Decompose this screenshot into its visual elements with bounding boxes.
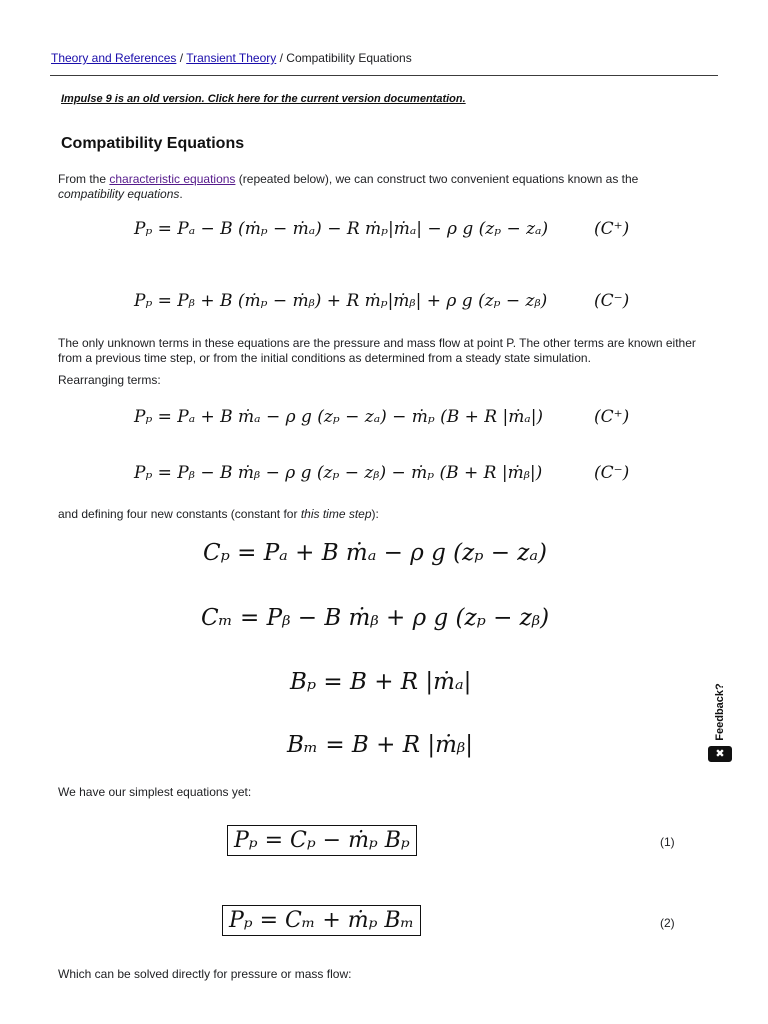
boxed-equation-1: Pₚ = Cₚ − ṁₚ Bₚ (227, 825, 417, 856)
solved-paragraph: Which can be solved directly for pressure or mass flow: (58, 967, 352, 981)
header-divider (50, 75, 718, 76)
breadcrumb-link-theory-and-references[interactable]: Theory and References (51, 51, 177, 65)
equation-number-2: (2) (660, 916, 675, 930)
feedback-tab[interactable] (706, 676, 734, 766)
page-title: Compatibility Equations (61, 135, 245, 152)
breadcrumb-current: Compatibility Equations (286, 51, 412, 65)
equation-number-1: (1) (660, 835, 675, 849)
equation-rearranged-c-minus: Pₚ = Pᵦ − B ṁᵦ − ρ g (zₚ − zᵦ) − ṁₚ (B + R |ṁᵦ|) (134, 463, 543, 483)
breadcrumb (51, 50, 412, 66)
equation-tag-c-plus: (C⁺) (594, 219, 630, 239)
old-version-notice-link[interactable]: Impulse 9 is an old version. Click here for the current version documentation. (61, 93, 466, 105)
breadcrumb-separator: / (179, 51, 184, 65)
boxed-equation-2: Pₚ = Cₘ + ṁₚ Bₘ (222, 905, 421, 936)
constant-cp-equation: Cₚ = Pₐ + B ṁₐ − ρ g (zₚ − zₐ) (203, 540, 548, 566)
defining-constants-paragraph (58, 507, 698, 522)
defining-text-end: ): (371, 507, 379, 521)
constant-cm-equation: Cₘ = Pᵦ − B ṁᵦ + ρ g (zₚ − zᵦ) (201, 605, 550, 631)
equation-c-minus: Pₚ = Pᵦ + B (ṁₚ − ṁᵦ) + R ṁₚ|ṁᵦ| + ρ g (zₚ − zᵦ) (134, 291, 548, 311)
breadcrumb-link-transient-theory[interactable]: Transient Theory (186, 51, 277, 65)
intro-paragraph (58, 172, 698, 202)
intro-text-continued: (repeated below), we can construct two convenient equations known as the (235, 172, 639, 186)
equation-rearranged-tag-c-minus: (C⁻) (594, 463, 630, 483)
constant-bp-equation: Bₚ = B + R |ṁₐ| (290, 669, 472, 695)
intro-text: From the (58, 172, 110, 186)
equation-c-plus: Pₚ = Pₐ − B (ṁₚ − ṁₐ) − R ṁₚ|ṁₐ| − ρ g (zₚ − zₐ) (134, 219, 549, 239)
equation-rearranged-tag-c-plus: (C⁺) (594, 407, 630, 427)
equation-tag-c-minus: (C⁻) (594, 291, 630, 311)
simplest-equations-paragraph: We have our simplest equations yet: (58, 785, 252, 799)
intro-period: . (179, 187, 183, 201)
feedback-label: Feedback? (714, 683, 726, 741)
defining-emphasis: this time step (300, 507, 372, 521)
feedback-close-icon[interactable]: ✖ (708, 746, 732, 762)
characteristic-equations-link[interactable]: characteristic equations (109, 172, 236, 186)
constant-bm-equation: Bₘ = B + R |ṁᵦ| (287, 732, 473, 758)
defining-text: and defining four new constants (constant for (58, 507, 301, 521)
intro-emphasis: compatibility equations (58, 187, 180, 201)
equation-rearranged-c-plus: Pₚ = Pₐ + B ṁₐ − ρ g (zₚ − zₐ) − ṁₚ (B + R |ṁₐ|) (134, 407, 544, 427)
rearranging-paragraph: Rearranging terms: (58, 373, 161, 387)
unknowns-paragraph: The only unknown terms in these equations are the pressure and mass flow at point P. The other terms are known either from a previous time step, or from the initial conditions as determined from a steady state simulation. (58, 336, 696, 365)
breadcrumb-separator: / (279, 51, 283, 65)
